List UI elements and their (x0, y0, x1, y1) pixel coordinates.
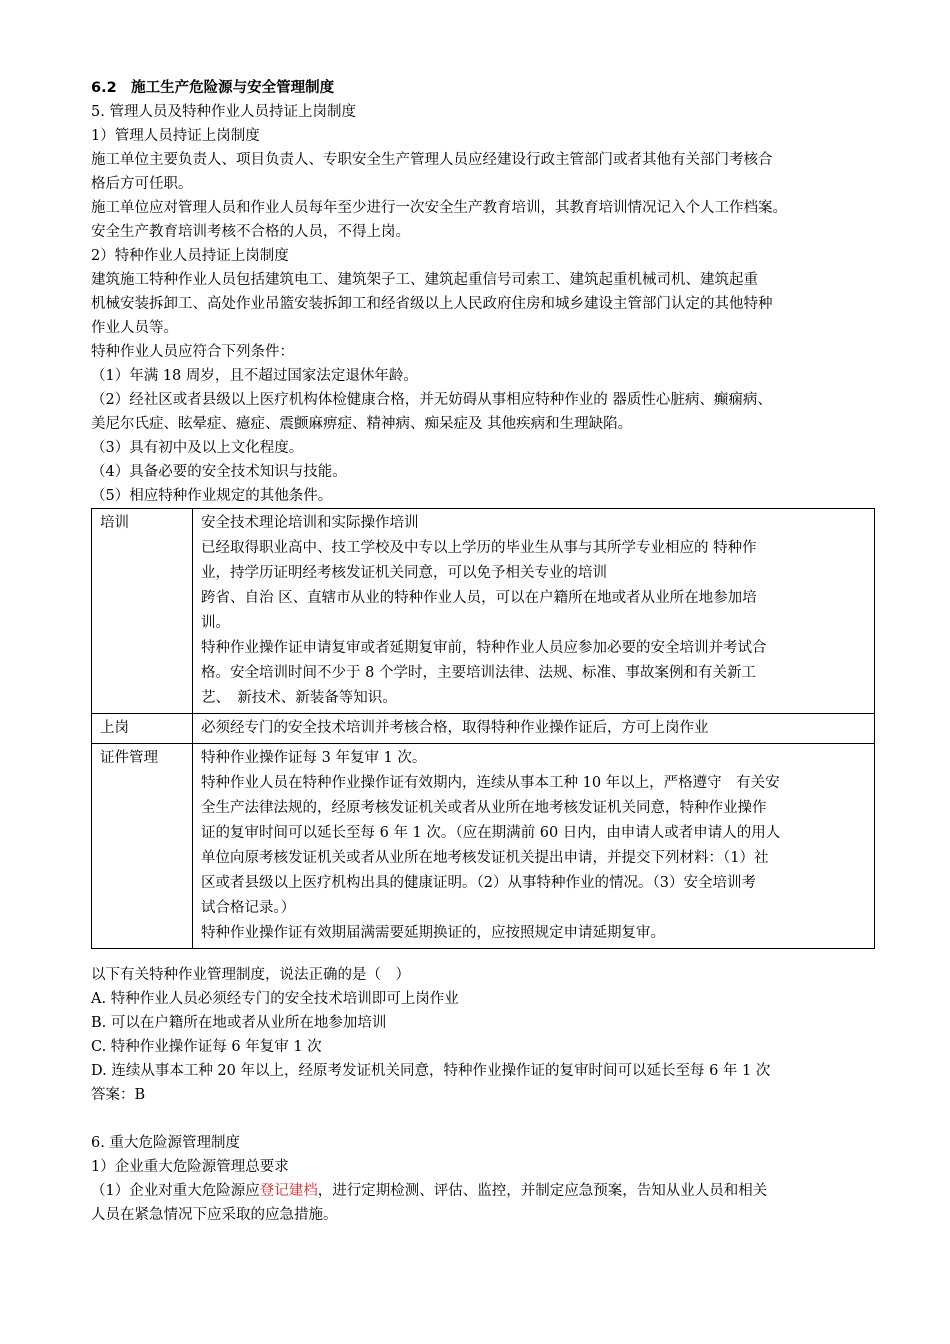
condition-2-line-1: （2）经社区或者县级以上医疗机构体检健康合格，并无妨碍从事相应特种作业的 器质性心脏病、癫痫病、 (91, 392, 772, 408)
sub-heading-2: 2）特种作业人员持证上岗制度 (91, 248, 289, 264)
option-a: A. 特种作业人员必须经专门的安全技术培训即可上岗作业 (91, 991, 459, 1007)
cell-line: 特种作业操作证申请复审或者延期复审前，特种作业人员应参加必要的安全培训并考试合 (201, 640, 767, 656)
cell-line: 跨省、自治 区、直辖市从业的特种作业人员，可以在户籍所在地或者从业所在地参加培 (201, 590, 757, 606)
condition-5: （5）相应特种作业规定的其他条件。 (91, 488, 333, 504)
paragraph-1-line-2: 格后方可任职。 (91, 176, 193, 192)
condition-4: （4）具备必要的安全技术知识与技能。 (91, 464, 347, 480)
paragraph-3-line-3: 作业人员等。 (91, 320, 178, 336)
cell-line: 证的复审时间可以延长至每 6 年 1 次。（应在期满前 60 日内，由申请人或者申请人的用人 (201, 825, 781, 841)
table-label-onduty: 上岗 (92, 714, 193, 744)
highlight-register-archive: 登记建档 (259, 1183, 318, 1199)
cell-line: 特种作业操作证有效期届满需要延期换证的，应按照规定申请延期复审。 (201, 925, 665, 941)
cell-line: 已经取得职业高中、技工学校及中专以上学历的毕业生从事与其所学专业相应的 特种作 (201, 540, 757, 556)
condition-3: （3）具有初中及以上文化程度。 (91, 440, 304, 456)
item-5-heading: 5. 管理人员及特种作业人员持证上岗制度 (91, 104, 356, 120)
option-c: C. 特种作业操作证每 6 年复审 1 次 (91, 1039, 322, 1055)
paragraph-2-line-1: 施工单位应对管理人员和作业人员每年至少进行一次安全生产教育培训，其教育培训情况记入个人工作档案。 (91, 200, 787, 216)
rules-table (91, 508, 875, 949)
sub-heading-1: 1）管理人员持证上岗制度 (91, 128, 260, 144)
paragraph-3-line-2: 机械安装拆卸工、高处作业吊篮安装拆卸工和经省级以上人民政府住房和城乡建设主管部门认定的其他特种 (91, 296, 773, 312)
table-cell-onduty (193, 714, 875, 744)
condition-1: （1）年满 18 周岁，且不超过国家法定退休年龄。 (91, 368, 418, 384)
paragraph-1-line-1: 施工单位主要负责人、项目负责人、专职安全生产管理人员应经建设行政主管部门或者其他有关部门考核合 (91, 152, 773, 168)
table-cell-training (193, 509, 875, 714)
cell-line: 全生产法律法规的，经原考核发证机关或者从业所在地考核发证机关同意，特种作业操作 (201, 800, 767, 816)
item-6-sub-heading-1: 1）企业重大危险源管理总要求 (91, 1159, 289, 1175)
section-title: 6.2 施工生产危险源与安全管理制度 (91, 80, 335, 96)
table-label-training: 培训 (92, 509, 193, 714)
cell-line: 区或者县级以上医疗机构出具的健康证明。（2）从事特种作业的情况。（3）安全培训考 (201, 875, 756, 891)
item-6-paragraph-1-line-2: 人员在紧急情况下应采取的应急措施。 (91, 1207, 338, 1223)
option-d: D. 连续从事本工种 20 年以上，经原考发证机关同意，特种作业操作证的复审时间可以延长至每 6 年 1 次 (91, 1063, 771, 1079)
cell-line: 特种作业人员在特种作业操作证有效期内，连续从事本工种 10 年以上，严格遵守 有关安 (201, 775, 780, 791)
item-6-paragraph-1-line-1 (91, 1179, 881, 1203)
spacer (91, 1107, 881, 1131)
cell-line: 训。 (201, 615, 230, 631)
table-row-onduty (92, 714, 875, 744)
cell-line: 试合格记录。） (201, 900, 296, 916)
table-row-certificate (92, 744, 875, 949)
item-6-text-post: ，进行定期检测、评估、监控，并制定应急预案，告知从业人员和相关 (317, 1183, 768, 1199)
cell-line: 单位向原考核发证机关或者从业所在地考核发证机关提出申请，并提交下列材料：（1）社 (201, 850, 769, 866)
conditions-title: 特种作业人员应符合下列条件： (91, 344, 294, 360)
paragraph-3-line-1: 建筑施工特种作业人员包括建筑电工、建筑架子工、建筑起重信号司索工、建筑起重机械司机、建筑起重 (91, 272, 758, 288)
cell-line: 业，持学历证明经考核发证机关同意，可以免予相关专业的培训 (201, 565, 607, 581)
cell-line: 必须经专门的安全技术培训并考核合格，取得特种作业操作证后，方可上岗作业 (201, 720, 709, 736)
spacer (91, 949, 881, 963)
answer: 答案：B (91, 1087, 146, 1103)
item-6-heading: 6. 重大危险源管理制度 (91, 1135, 240, 1151)
cell-line: 特种作业操作证每 3 年复审 1 次。 (201, 750, 427, 766)
table-row-training (92, 509, 875, 714)
condition-2-line-2: 美尼尔氏症、眩晕症、癔症、震颤麻痹症、精神病、痴呆症及 其他疾病和生理缺陷。 (91, 416, 633, 432)
document-page (91, 76, 881, 1227)
table-cell-certificate (193, 744, 875, 949)
option-b: B. 可以在户籍所在地或者从业所在地参加培训 (91, 1015, 387, 1031)
item-6-text-pre: （1）企业对重大危险源应 (91, 1183, 260, 1199)
cell-line: 艺、 新技术、新装备等知识。 (201, 690, 397, 706)
table-label-certificate: 证件管理 (92, 744, 193, 949)
cell-line: 格。安全培训时间不少于 8 个学时，主要培训法律、法规、标准、事故案例和有关新工 (201, 665, 756, 681)
question-stem: 以下有关特种作业管理制度，说法正确的是（ ） (91, 967, 410, 983)
paragraph-2-line-2: 安全生产教育培训考核不合格的人员，不得上岗。 (91, 224, 410, 240)
cell-line: 安全技术理论培训和实际操作培训 (201, 515, 419, 531)
